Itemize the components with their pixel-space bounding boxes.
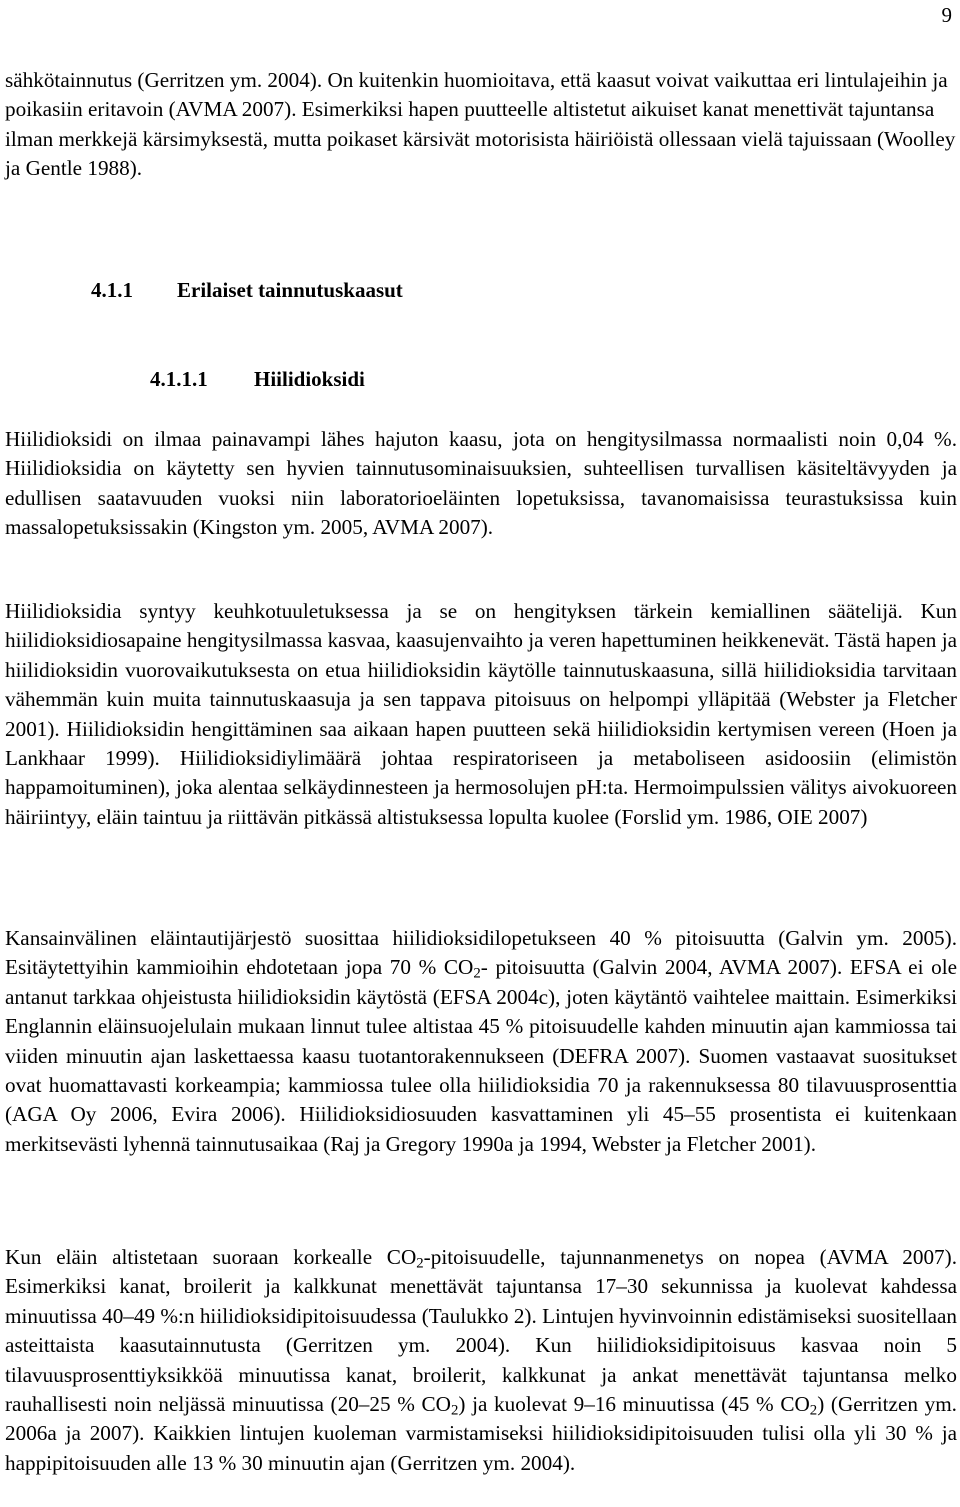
paragraph-4-block bbox=[5, 1243, 957, 1478]
intro-paragraph-block bbox=[5, 66, 957, 184]
section-number: 4.1.1 bbox=[91, 278, 133, 302]
paragraph-4-part-c: ) ja kuolevat 9–16 minuutissa (45 % CO bbox=[458, 1392, 810, 1417]
paragraph-1: Hiilidioksidi on ilmaa painavampi lähes hajuton kaasu, jota on hengitysilmassa normaalisti noin 0,04 %. Hiilidioksidia on käytetty sen hyvien tainnutusominaisuuksien, suhteellisen turvallisen käsiteltävyyden ja edullisen saatavuuden vuoksi niin laboratorioeläinten lopetuksissa, tavanomaisissa teurastuksissa kuin massalopetuksissakin (Kingston ym. 2005, AVMA 2007). bbox=[5, 427, 957, 540]
subscript: 2 bbox=[809, 1402, 818, 1419]
subscript: 2 bbox=[473, 966, 481, 983]
paragraph-3-part-a: Kansainvälinen eläintautijärjestö suosittaa hiilidioksidilopetukseen 40 % pitoisuutta (Galvin ym. 2005). Esitäytettyihin kammioihin ehdotetaan jopa 70 % CO bbox=[5, 926, 957, 980]
section-title: Erilaiset tainnutuskaasut bbox=[177, 278, 403, 302]
subscript: 2 bbox=[416, 1255, 424, 1272]
paragraph-3-block bbox=[5, 924, 957, 1159]
paragraph-2-block bbox=[5, 597, 957, 832]
intro-paragraph: sähkötainnutus (Gerritzen ym. 2004). On kuitenkin huomioitava, että kaasut voivat vaikuttaa eri lintulajeihin ja poikasiin eritavoin (AVMA 2007). Esimerkiksi hapen puutteelle altistetut aikuiset kanat menettivät tajuntansa ilman merkkejä kärsimyksestä, mutta poikaset kärsivät motorisista häiriöistä ollessaan vielä tajuissaan (Woolley ja Gentle 1988). bbox=[5, 68, 956, 181]
section-heading bbox=[91, 275, 403, 305]
paragraph-4 bbox=[5, 1243, 957, 1478]
subsection-heading bbox=[150, 364, 365, 394]
paragraph-3 bbox=[5, 924, 957, 1159]
subsection-number: 4.1.1.1 bbox=[150, 367, 208, 391]
paragraph-3-part-b: - pitoisuutta (Galvin 2004, AVMA 2007). EFSA ei ole antanut tarkkaa ohjeistusta hiilidioksidin käytöstä (EFSA 2004c), joten käytäntö vaihtelee maittain. Esimerkiksi Englannin eläinsuojelulain mukaan linnut tulee altistaa 45 % pitoisuudelle kahden minuutin ajan kammiossa tai viiden minuutin ajan laskettaessa kaasu tuotantorakennukseen (DEFRA 2007). Suomen vastaavat suositukset ovat huomattavasti korkeampia; kammiossa tulee olla hiilidioksidia 70 ja rakennuksessa 80 tilavuusprosenttia (AGA Oy 2006, Evira 2006). Hiilidioksidiosuuden kasvattaminen yli 45–55 prosentista ei kuitenkaan merkitsevästi lyhennä tainnutusaikaa (Raj ja Gregory 1990a ja 1994, Webster ja Fletcher 2001). bbox=[5, 955, 957, 1156]
subscript: 2 bbox=[450, 1402, 459, 1419]
page-number: 9 bbox=[941, 3, 952, 27]
paragraph-2: Hiilidioksidia syntyy keuhkotuuletuksessa ja se on hengityksen tärkein kemiallinen säätelijä. Kun hiilidioksidiosapaine hengitysilmassa kasvaa, kaasujenvaihto ja veren hapettuminen heikkenevät. Tästä hapen ja hiilidioksidin vuorovaikutuksesta on etua hiilidioksidin käytölle tainnutuskaasuna, sillä hiilidioksidia tarvitaan vähemmän kuin muita tainnutuskaasuja ja sen tappava pitoisuus on helpompi ylläpitää (Webster ja Fletcher 2001). Hiilidioksidin hengittäminen saa aikaan hapen puutteen sekä hiilidioksidin kertymisen vereen (Hoen ja Lankhaar 1999). Hiilidioksidiylimäärä johtaa respiratoriseen ja metaboliseen asidoosiin (elimistön happamoituminen), joka alentaa selkäydinnesteen ja hermosolujen pH:ta. Hermoimpulssien välitys aivokuoreen häiriintyy, eläin taintuu ja riittävän pitkässä altistuksessa lopulta kuolee (Forslid ym. 1986, OIE 2007) bbox=[5, 599, 957, 829]
paragraph-1-block bbox=[5, 425, 957, 543]
subsection-title: Hiilidioksidi bbox=[254, 367, 365, 391]
paragraph-4-part-d: ) (Gerritzen ym. 2006a ja 2007). Kaikkien lintujen kuoleman varmistamiseksi hiilidioksidipitoisuuden tulisi olla yli 30 % ja happipitoisuuden alle 13 % 30 minuutin ajan (Gerritzen ym. 2004). bbox=[5, 1392, 957, 1475]
paragraph-4-part-a: Kun eläin altistetaan suoraan korkealle CO bbox=[5, 1245, 417, 1269]
paragraph-4-part-b: -pitoisuudelle, tajunnanmenetys on nopea (AVMA 2007). Esimerkiksi kanat, broilerit ja kalkkunat menettävät tajuntansa 17–30 sekunnissa ja kuolevat kahdessa minuutissa 40–49 %:n hiilidioksidipitoisuudessa (Taulukko 2). Lintujen hyvinvoinnin edistämiseksi suositellaan asteittaista kaasutainnutusta (Gerritzen ym. 2004). Kun hiilidioksidipitoisuus kasvaa noin 5 tilavuusprosenttiyksikköä minuutissa kanat, broilerit, kalkkunat ja ankat menettävät tajuntansa melko rauhallisesti noin neljässä minuutissa (20–25 % CO bbox=[5, 1245, 957, 1417]
